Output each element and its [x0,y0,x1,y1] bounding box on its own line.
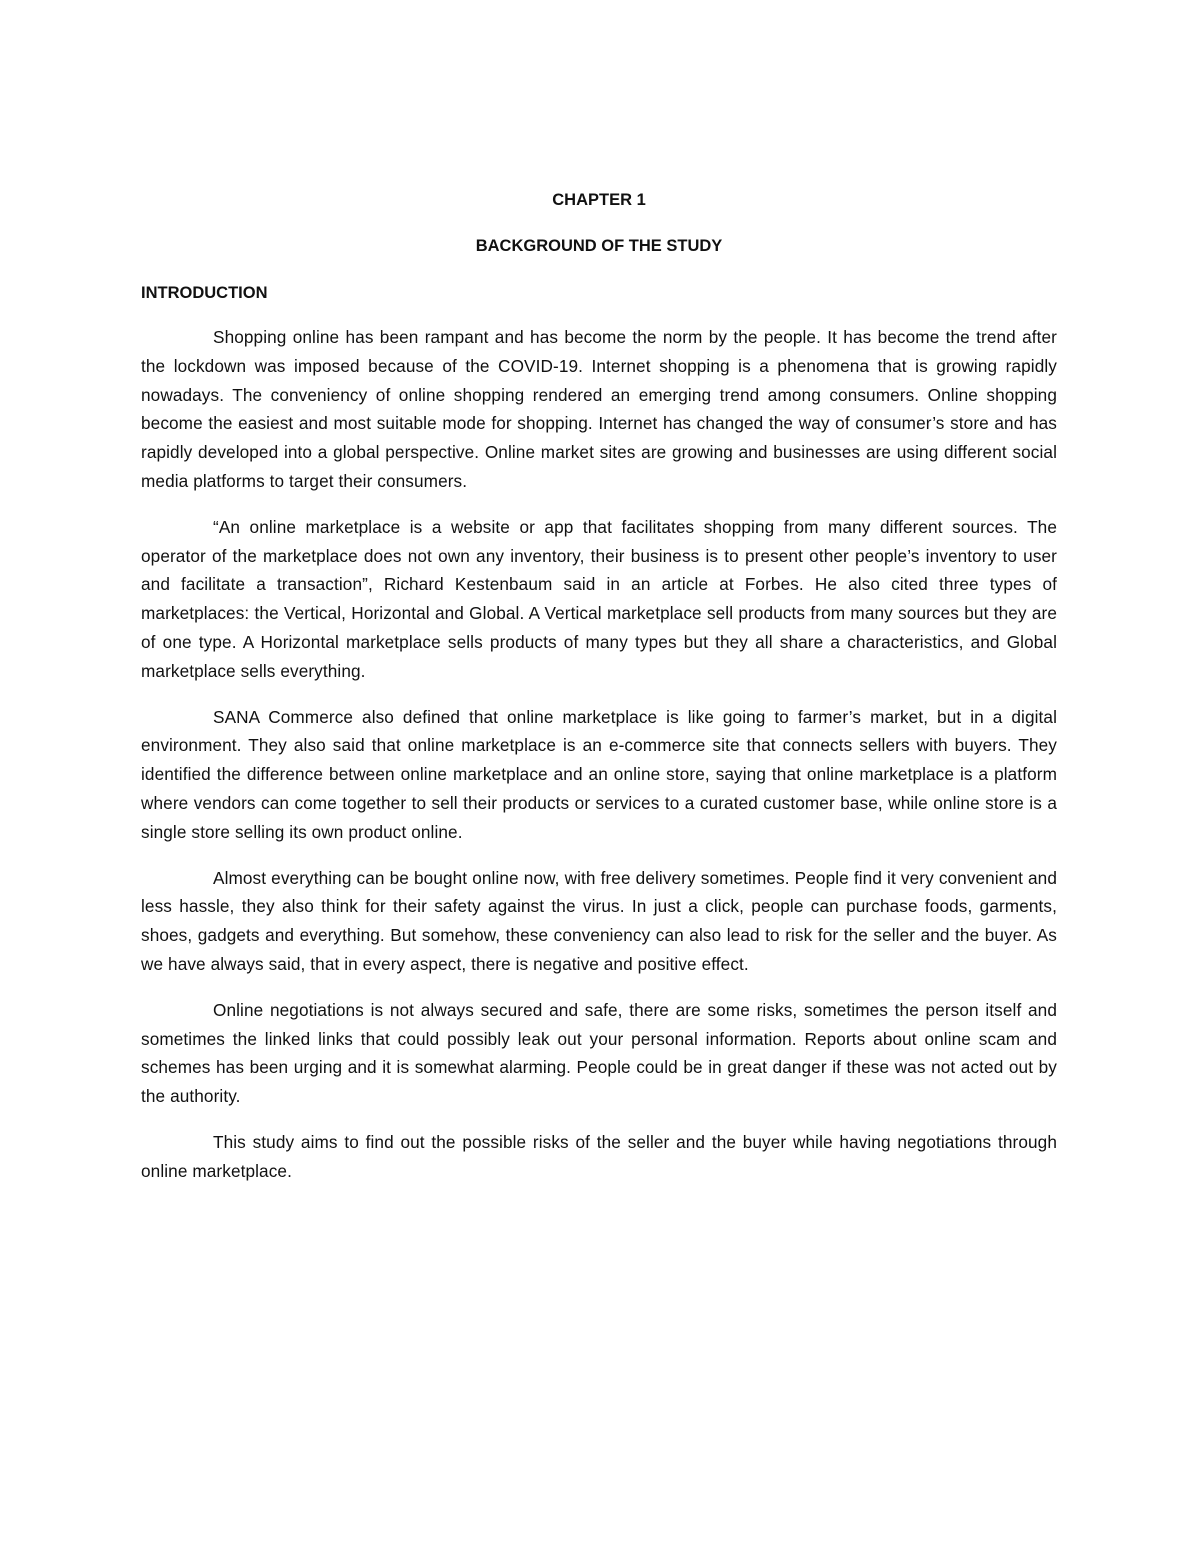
document-body [141,186,1057,1203]
paragraph-6: This study aims to find out the possible risks of the seller and the buyer while having negotiations through online marketplace. [141,1131,1057,1181]
document-title: BACKGROUND OF THE STUDY [475,237,723,255]
paragraph-2: “An online marketplace is a website or app that facilitates shopping from many different sources. The operator of the marketplace does not own any inventory, their business is to present other people’s inventory to user and facilitate a transaction”, Richard Kestenbaum said in an article at Forbes. He also cited three types of marketplaces: the Vertical, Horizontal and Global. A Vertical marketplace sell products from many sources but they are of one type. A Horizontal marketplace sells products of many types but they all share a characteristics, and Global marketplace sells everything. [141,516,1057,681]
chapter-heading: CHAPTER 1 [552,191,646,209]
paragraph-3: SANA Commerce also defined that online marketplace is like going to farmer’s market, but in a digital environment. They also said that online marketplace is an e-commerce site that connects sellers with buyers. They identified the difference between online marketplace and an online store, saying that online marketplace is a platform where vendors can come together to sell their products or services to a curated customer base, while online store is a single store selling its own product online. [141,706,1057,842]
paragraph-4: Almost everything can be bought online now, with free delivery sometimes. People find it very convenient and less hassle, they also think for their safety against the virus. In just a click, people can purchase foods, garments, shoes, gadgets and everything. But somehow, these conveniency can also lead to risk for the seller and the buyer. As we have always said, that in every aspect, there is negative and positive effect. [141,867,1057,974]
section-heading: INTRODUCTION [141,284,268,302]
paragraph-1: Shopping online has been rampant and has become the norm by the people. It has become the trend after the lockdown was imposed because of the COVID-19. Internet shopping is a phenomena that is growing rapidly nowadays. The conveniency of online shopping rendered an emerging trend among consumers. Online shopping become the easiest and most suitable mode for shopping. Internet has changed the way of consumer’s store and has rapidly developed into a global perspective. Online market sites are growing and businesses are using different social media platforms to target their consumers. [141,327,1057,491]
paragraph-5: Online negotiations is not always secured and safe, there are some risks, sometimes the person itself and sometimes the linked links that could possibly leak out your personal information. Reports about online scam and schemes has been urging and it is somewhat alarming. People could be in great danger if these was not acted out by the authority. [141,999,1057,1107]
